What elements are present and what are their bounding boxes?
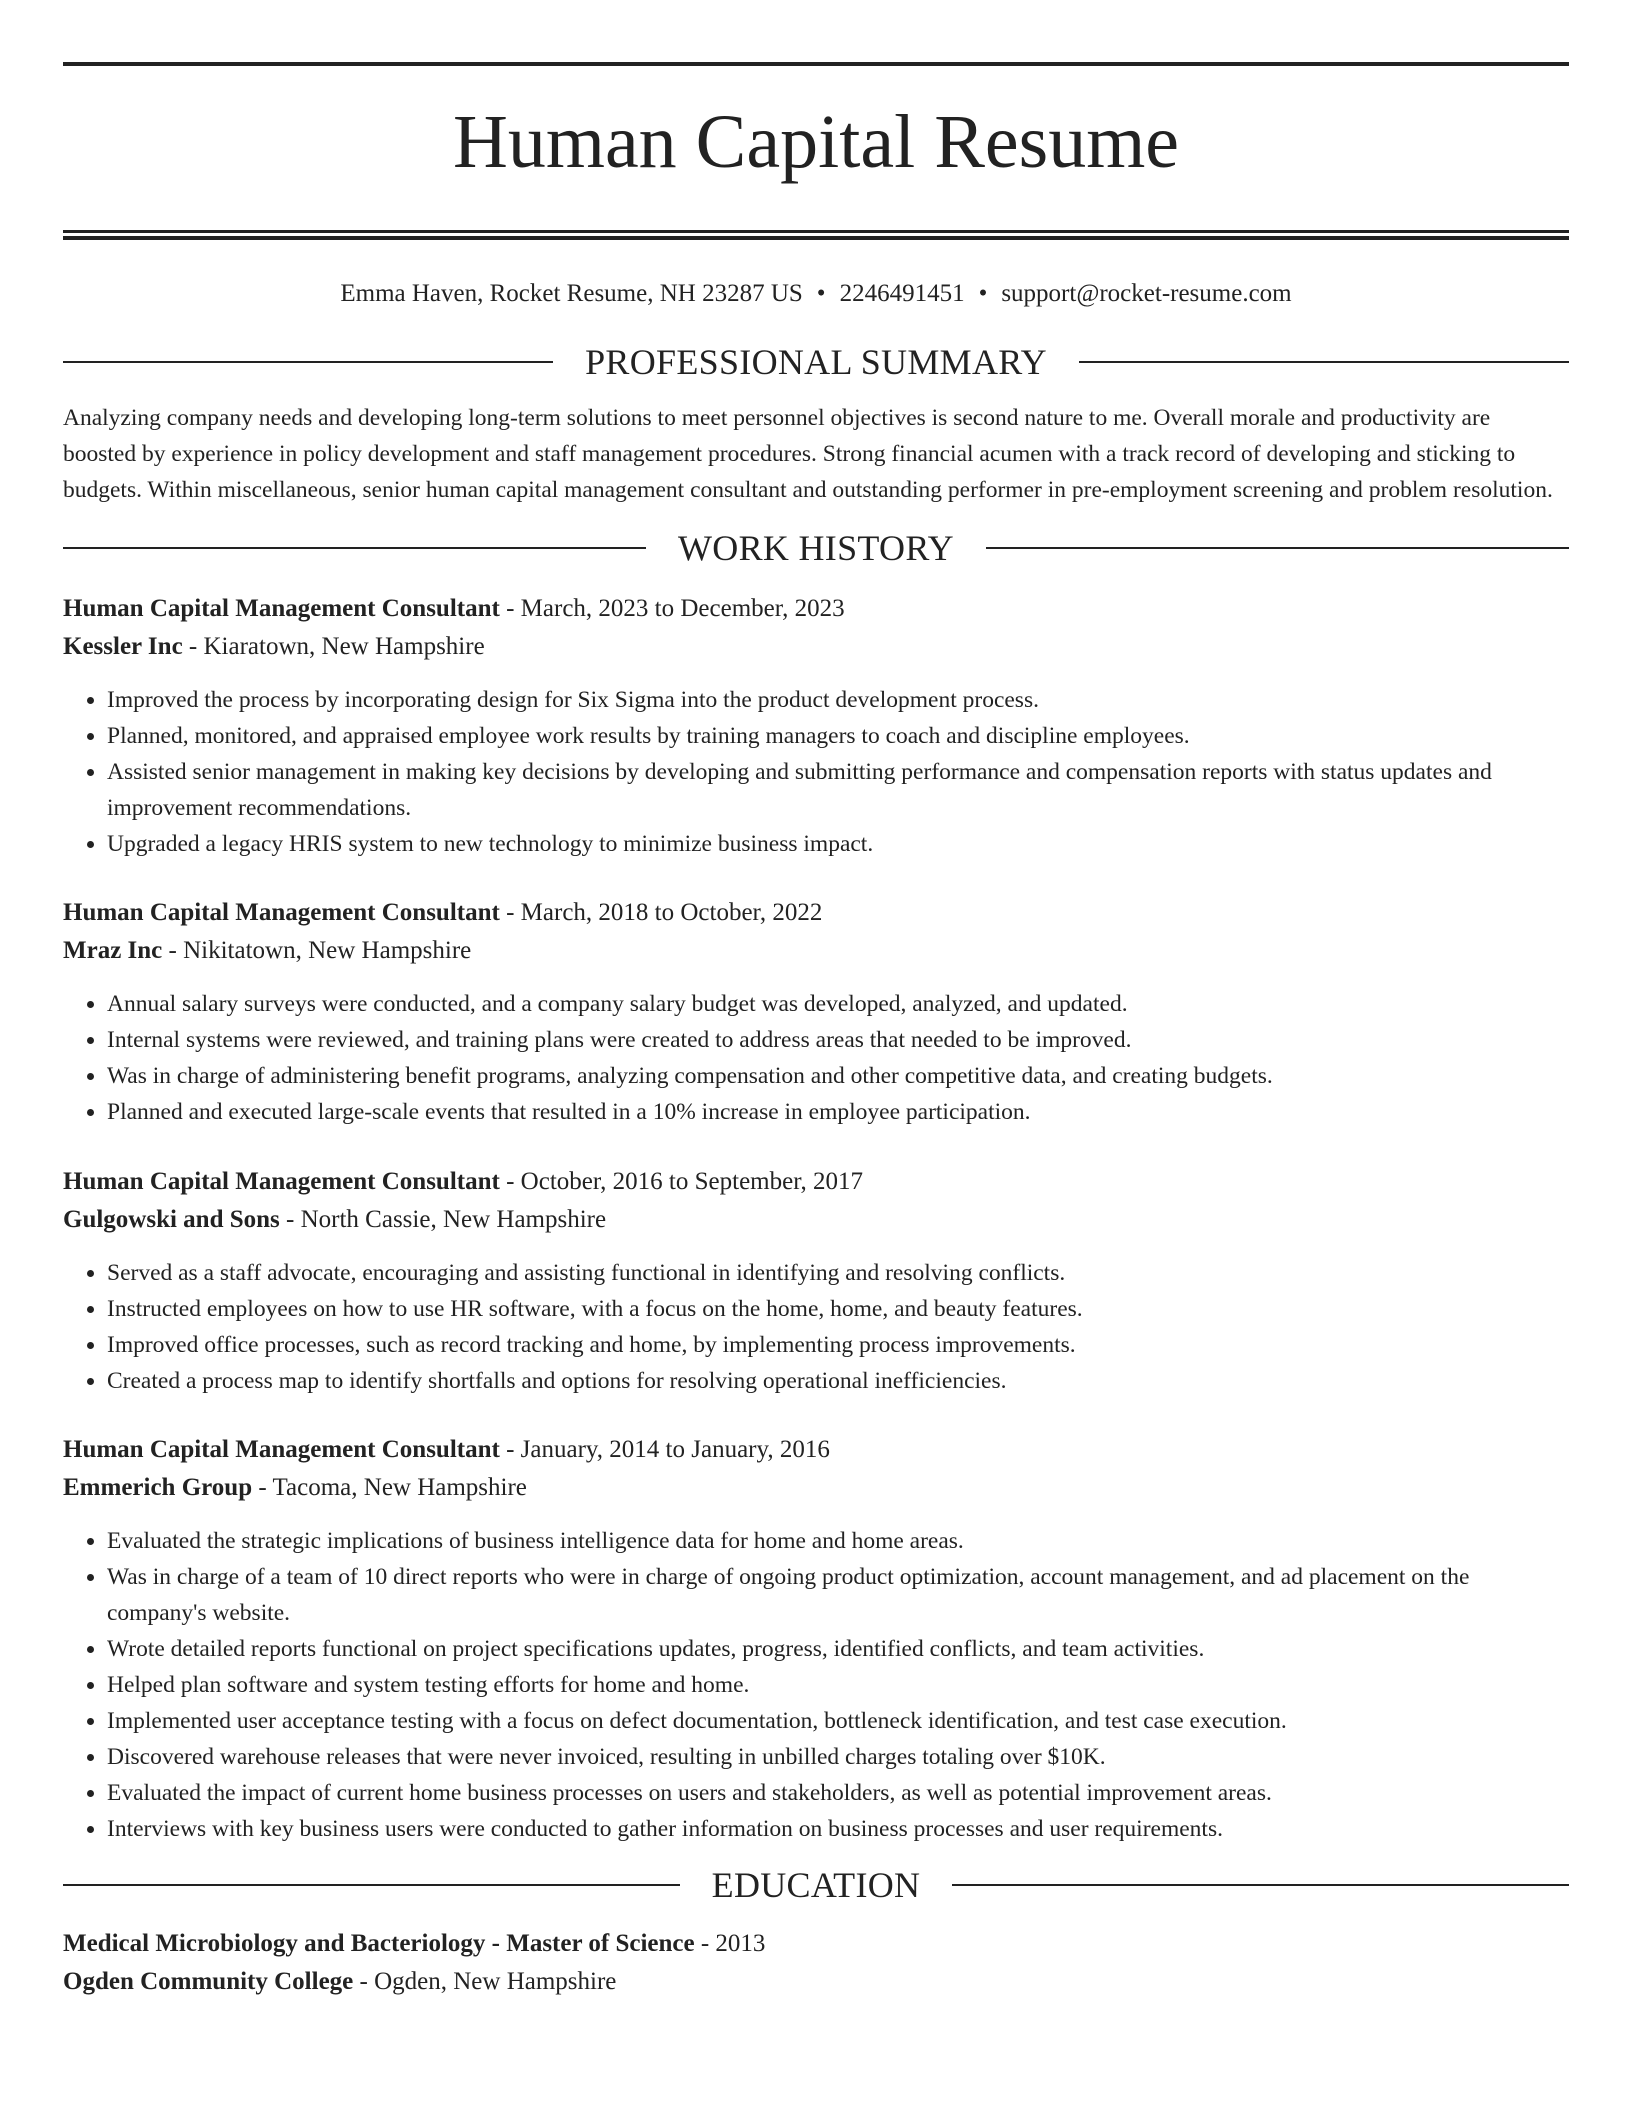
summary-heading	[63, 344, 1569, 380]
education-heading-label: EDUCATION	[711, 1865, 921, 1905]
heading-rule-left	[63, 361, 553, 363]
job-company: Gulgowski and Sons	[63, 1206, 280, 1233]
summary-text: Analyzing company needs and developing long-term solutions to meet personnel objectives is second nature to me. Overall morale and productivity are boosted by experience in policy development and staff management procedures. Strong financial acumen with a track record of developing and sticking to budgets. Within miscellaneous, senior human capital management consultant and outstanding performer in pre-employment screening and problem resolution.	[63, 405, 1553, 503]
job-company-line	[63, 932, 1569, 970]
job-company: Mraz Inc	[63, 937, 163, 964]
job-bullet: • Planned, monitored, and appraised employee work results by training managers to coach and discipline employees.	[107, 718, 1569, 754]
job-bullet: • Instructed employees on how to use HR software, with a focus on the home, home, and beauty features.	[107, 1291, 1569, 1327]
job-bullet: • Implemented user acceptance testing with a focus on defect documentation, bottleneck identification, and test case execution.	[107, 1703, 1569, 1739]
education-location: - Ogden, New Hampshire	[353, 1968, 617, 1995]
job-company-line	[63, 1469, 1569, 1507]
job-bullets	[63, 1255, 1569, 1399]
job-dates: - March, 2023 to December, 2023	[499, 595, 845, 622]
job-company: Kessler Inc	[63, 633, 183, 660]
education-year: - 2013	[694, 1930, 766, 1957]
contact-email: support@rocket-resume.com	[1001, 280, 1292, 307]
contact-phone: 2246491451	[839, 280, 965, 307]
job-location: - North Cassie, New Hampshire	[279, 1206, 607, 1233]
job-bullet: • Helped plan software and system testing efforts for home and home.	[107, 1667, 1569, 1703]
job-entry	[63, 1163, 1569, 1399]
job-company: Emmerich Group	[63, 1474, 253, 1501]
job-bullet: • Was in charge of a team of 10 direct reports who were in charge of ongoing product optimization, account management, and ad placement on the company's website.	[107, 1559, 1569, 1631]
job-bullet: • Served as a staff advocate, encouraging and assisting functional in identifying and resolving conflicts.	[107, 1255, 1569, 1291]
job-title-line	[63, 1431, 1569, 1469]
job-title: Human Capital Management Consultant	[63, 1436, 500, 1463]
job-location: - Tacoma, New Hampshire	[252, 1474, 527, 1501]
job-bullet: • Annual salary surveys were conducted, and a company salary budget was developed, analyzed, and updated.	[107, 986, 1569, 1022]
job-bullet: • Assisted senior management in making key decisions by developing and submitting performance and compensation reports with status updates and improvement recommendations.	[107, 754, 1569, 826]
title-double-rule	[63, 230, 1569, 240]
job-bullets	[63, 682, 1569, 862]
job-bullet: • Created a process map to identify shortfalls and options for resolving operational inefficiencies.	[107, 1363, 1569, 1399]
education-heading	[63, 1867, 1569, 1903]
contact-separator: •	[816, 280, 826, 307]
heading-rule-left	[63, 547, 646, 549]
work-history-heading-label: WORK HISTORY	[678, 528, 954, 568]
job-bullet: • Discovered warehouse releases that were never invoiced, resulting in unbilled charges totaling over $10K.	[107, 1739, 1569, 1775]
job-bullet: • Improved the process by incorporating design for Six Sigma into the product development process.	[107, 682, 1569, 718]
heading-rule-right	[1079, 361, 1569, 363]
education-school-line	[63, 1963, 1569, 2001]
job-bullet: • Upgraded a legacy HRIS system to new technology to minimize business impact.	[107, 826, 1569, 862]
heading-rule-right	[952, 1884, 1569, 1886]
job-entry	[63, 894, 1569, 1130]
job-bullet: • Interviews with key business users were conducted to gather information on business processes and user requirements.	[107, 1811, 1569, 1847]
job-bullet: • Evaluated the strategic implications of business intelligence data for home and home areas.	[107, 1523, 1569, 1559]
top-rule	[63, 62, 1569, 66]
work-history-heading	[63, 530, 1569, 566]
job-title: Human Capital Management Consultant	[63, 1168, 500, 1195]
contact-address: Emma Haven, Rocket Resume, NH 23287 US	[340, 280, 803, 307]
job-bullets	[63, 1523, 1569, 1847]
contact-line	[63, 276, 1569, 312]
contact-separator: •	[978, 280, 988, 307]
job-entry	[63, 590, 1569, 862]
heading-rule-left	[63, 1884, 680, 1886]
education-degree-line	[63, 1925, 1569, 1963]
job-bullet: • Wrote detailed reports functional on project specifications updates, progress, identified conflicts, and team activities.	[107, 1631, 1569, 1667]
education-entry	[63, 1925, 1569, 2001]
job-bullet: • Internal systems were reviewed, and training plans were created to address areas that needed to be improved.	[107, 1022, 1569, 1058]
resume-title: Human Capital Resume	[452, 100, 1180, 184]
job-bullet: • Evaluated the impact of current home business processes on users and stakeholders, as well as potential improvement areas.	[107, 1775, 1569, 1811]
job-company-line	[63, 1201, 1569, 1239]
heading-rule-right	[986, 547, 1569, 549]
education-school: Ogden Community College	[63, 1968, 354, 1995]
job-title: Human Capital Management Consultant	[63, 899, 500, 926]
job-entry	[63, 1431, 1569, 1847]
job-dates: - October, 2016 to September, 2017	[499, 1168, 864, 1195]
job-title-line	[63, 894, 1569, 932]
job-bullet: • Planned and executed large-scale events that resulted in a 10% increase in employee participation.	[107, 1094, 1569, 1130]
job-company-line	[63, 628, 1569, 666]
job-location: - Kiaratown, New Hampshire	[182, 633, 485, 660]
job-title: Human Capital Management Consultant	[63, 595, 500, 622]
job-bullets	[63, 986, 1569, 1130]
job-title-line	[63, 1163, 1569, 1201]
job-title-line	[63, 590, 1569, 628]
summary-heading-label: PROFESSIONAL SUMMARY	[585, 342, 1047, 382]
job-dates: - March, 2018 to October, 2022	[499, 899, 823, 926]
job-location: - Nikitatown, New Hampshire	[162, 937, 472, 964]
job-bullet: • Was in charge of administering benefit programs, analyzing compensation and other competitive data, and creating budgets.	[107, 1058, 1569, 1094]
job-bullet: • Improved office processes, such as record tracking and home, by implementing process improvements.	[107, 1327, 1569, 1363]
education-degree: Medical Microbiology and Bacteriology - Master of Science	[63, 1930, 695, 1957]
job-dates: - January, 2014 to January, 2016	[499, 1436, 830, 1463]
